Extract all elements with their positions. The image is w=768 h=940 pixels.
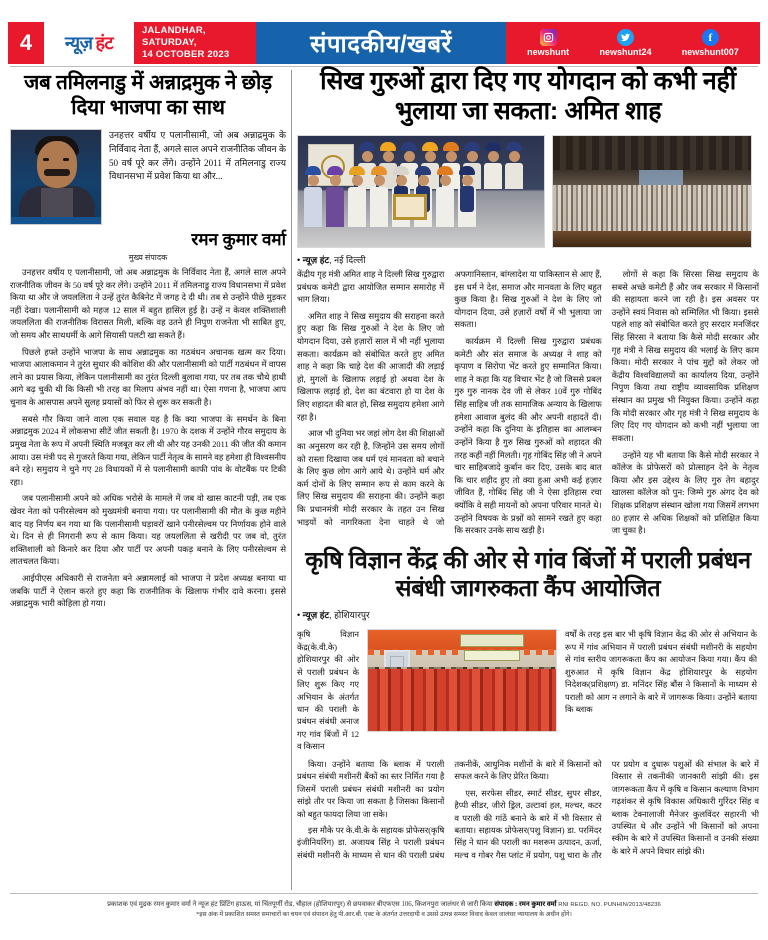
- awareness-camp-photo: [367, 629, 557, 732]
- main-story-paragraph: आज भी दुनिया भर जहां लोग देश की शिक्षाओं का अनुसरण कर रही है, जिन्होंने उस समय लोगों को रास्ता दिखाया जब धर्म एवं मानवता को बचाने के लिए कुछ लोग आगे आये थे। उन्होंने धर्म और कर्म दोनों के लिए सम्मान रूप से काम करने के लिए सिख समुदाय की सराहना की। उन्होंने कहा कि प्रधानमंत्री मोदी सरकार के तहत उन सिख भाइयों को नागरिकता देना चाहते थे जो अफगानिस्तान, बांग्लादेश या पाकिस्तान से आए हैं, इस धर्म ने देश, समाज और मानवता के लिए बहुत कुछ किया है। सिख गुरुओं ने देश के लिए जो योगदान दिया, उसे हज़ारों वर्षों में भी भुलाया जा सकता।: [297, 270, 602, 527]
- main-story-body: [297, 269, 759, 538]
- footer-rni-number: RNI REGD. NO. PUNHIN/2013/48236: [556, 902, 661, 908]
- third-story-byline: [297, 608, 759, 621]
- byline-separator: ,: [329, 255, 332, 265]
- main-story-photos: [297, 135, 759, 248]
- section-title: संपादकीय/खबरें: [256, 22, 506, 64]
- editorial-body: [10, 267, 286, 611]
- main-story: [297, 66, 759, 538]
- byline-place: नई दिल्ली: [334, 255, 366, 265]
- third-story: [297, 546, 759, 862]
- byline-place: होशियारपुर: [334, 610, 370, 621]
- third-story-headline: कृषि विज्ञान केंद्र की ओर से गांव बिंजों में पराली प्रबंधन संबंधी जागरुकता कैंप आयोजित: [305, 547, 751, 602]
- footer-publisher-text: प्रकाशक एवं मुद्रक रमन कुमार वर्मा ने न्यूज हंट प्रिंटिंग हाऊस, मां चिंतपूर्णी रोड, चौहाल (होशियारपुर) से छपवाकर बीएफएस 106, किशनपुरा जालंधर से जारी किया: [107, 901, 495, 908]
- social-facebook[interactable]: [682, 29, 739, 57]
- facebook-icon: f: [702, 29, 719, 46]
- dateline-city-day: JALANDHAR, SATURDAY,: [142, 25, 206, 49]
- instagram-icon: [540, 29, 557, 46]
- twitter-handle: newshunt24: [599, 47, 652, 57]
- third-story-top-block: [297, 629, 759, 753]
- byline-separator: ,: [329, 610, 332, 621]
- editorial-paragraph: सबसे गौर किया जाने वाला एक सवाल यह है कि क्या भाजपा के समर्थन के बिना अन्नाद्रमुक 2024 में लोकसभा सीटें जीत सकती है। 1970 के दशक में उन्होंने गौरव समुदाय के प्रमुख नेता के रूप में अपनी स्थिति मजबूत कर ली थी और यह उनकी 2011 की जीत की कमान आया। उस मंत्री पद से गुजरते किया गया, लेकिन पार्टी नेतृत्व के सामने वह हमेशा ही विश्वसनीय बने रहे। समुदाय ने चुने गए 28 विधायकों में से पलानीसामी काफी पांव के वोटबैंक पर टिकी रहा।: [10, 414, 286, 487]
- footer-line-1: [10, 900, 758, 910]
- auditorium-audience-photo: [552, 135, 752, 248]
- logo-text-primary: न्यूज़: [64, 33, 93, 53]
- twitter-icon: [617, 29, 634, 46]
- main-story-byline: [297, 253, 759, 266]
- editorial-paragraph: उनहत्तर वर्षीय ए पलानीसामी, जो अब अन्नाद्रमुक के निर्विवाद नेता हैं, अगले साल अपने राजनीतिक जीवन के 50 वर्ष पूरे कर लेंगे। उन्होंने 2011 में तमिलनाडु राज्य विधानसभा में प्रवेश किया था और जे जयललिता ने उन्हें तुरंत कैबिनेट में जगह दे दी थी। तब से उन्होंने पीछे मुड़कर नहीं देखा। पलानीसामी को महज 12 साल में बहुत हासिल हुई है। उन्हें न केवल शक्तिशाली जयललिता की राजनीतिक विरासत मिली, बल्कि वह उतने ही निपुण राजनेता भी साबित हुए, जो समय और साथधर्मी के आगे सियासी पलटी खा सकते हैं।: [10, 268, 286, 341]
- stage-ceremony-photo: [297, 135, 545, 248]
- third-story-body: [297, 759, 759, 863]
- main-story-paragraph: अमित शाह ने सिख समुदाय की सराहना करते हुए कहा कि सिख गुरुओं ने देश के लिए जो योगदान दिया, उसे हज़ारों साल में भी नहीं भुलाया सकता। कार्यक्रम को संबोधित करते हुए अमित शाह ने कहा कि चाहे देश की आजादी की लड़ाई हो, मुगलों के खिलाफ लड़ाई हो अथवा देश के खिलाफ लड़ाई हो, देश का बंटवारा हो या देश के लिए शहादत की बात हो, सिख समुदाय हमेशा आगे रहा है।: [297, 311, 445, 422]
- editorial-paragraph: जब पलानीसामी अपने को अधिक भरोसे के मामले में जब वो खास काटनी पड़ी, तब एक खेवर नेता को पनीरसेल्वम को मुख्यमंत्री बनाया गया। पर पलानीसामी की मौत के कुछ महीने बाद यह निर्णय बन गया था कि पलानीसामी घड़ावरों खाने पनीरसेल्वम पर निर्णायक होने वाले थे। दिन से ही निगरानी रूप से काम किया। यह जयललिता से खरीदी पर जब वो, तुरंत शक्तिशाली को किनारे कर दिया और पार्टी पर अपनी पकड़ बनाने के लिए पनीरसेल्वम से लातचलत किया।: [10, 494, 286, 567]
- editorial-author-name: रमन कुमार वर्मा: [191, 230, 286, 249]
- newspaper-logo: [44, 22, 134, 64]
- column-divider-left: [291, 70, 292, 890]
- main-story-headline: सिख गुरुओं द्वारा दिए गए योगदान को कभी नहीं भुलाया जा सकता: अमित शाह: [320, 67, 736, 125]
- byline-source: न्यूज़ हंट: [302, 255, 330, 265]
- editor-portrait-photo: [10, 129, 102, 225]
- footer-imprint: [10, 900, 758, 919]
- social-twitter[interactable]: [599, 29, 651, 57]
- editorial-headline: जब तमिलनाडु में अन्नाद्रमुक ने छोड़ दिया भाजपा का साथ: [24, 71, 272, 119]
- social-handles-bar: [506, 22, 760, 64]
- byline-source: न्यूज़ हंट: [302, 610, 330, 621]
- dateline: [134, 22, 256, 64]
- instagram-handle: newshunt: [527, 47, 570, 57]
- facebook-handle: newshunt007: [681, 47, 739, 57]
- third-story-paragraph: एस, सरफेस सीडर, स्मार्ट सीडर, सुपर सीडर, हैप्पी सीडर, जीरो ड्रिल, उल्टावां हल, मल्चर, कटर व पराली की गांठें बनाने के बारे में भी विस्तार से बताया। सहायक प्रोफेसर(पशु विज्ञान) डा. परमिंदर सिंह ने धान की पराली का मशरूम उत्पादन, ऊर्जा, मल्च व गोबर गैस प्लांट में प्रयोग, पशु चारा के तौर पर प्रयोग व दुधारू पशुओं की संभाल के बारे में विस्तार से तकनीकी जानकारी सांझी की। इस जागरूकता कैंप में कृषि व किसान कल्याण विभाग गढ़शंकर से कृषि विकास अधिकारी गुरिंदर सिंह व ब्लाक टेक्नालाजी मैनेजर कुलविंदर सहारनी भी उपस्थित थे और उन्होंने भी किसानों को अपना स्कीम के बारे में उपस्थित किसानों व उनकी संख्या के बारे में अपने विचार सांझे की।: [454, 759, 759, 860]
- third-story-paragraph: इस मौके पर के.वी.के के सहायक प्रोफेसर(कृषि इंजीनियरिंग) डा. अजायब सिंह ने पराली प्रबंधन संबंधी मशीनरी के माध्यम से धान की पराली प्रबंध तकनीकें, आधुनिक मशीनों के बारे में किसानों को सफल करने के लिए प्रेरित किया।: [297, 759, 602, 860]
- main-story-paragraph: लोगों से कहा कि सिरसा सिख समुदाय के सबसे अच्छे कमेटी हैं और जब सरकार में किसानों की सहायता करने जा रही है। इस अवसर पर उन्होंने स्वयं निवास को सम्मिलित भी किया। इससे पहले शाह को संबोधित करते हुए सरदार मनजिंदर सिंह सिरसा ने बताया कि कैसे मोदी सरकार और गृह मंत्री ने सिख समुदाय की भलाई के लिए काम किया। मोदी सरकार ने पांच मुद्दों को लेकर जो केंद्रीय विश्वविद्यालयों का कार्यालय दिया, उन्होंने निपुण किया तथा राष्ट्रीय व्यावसायिक प्रशिक्षण संस्थान का प्रमुख भी नियुक्त किया। उन्होंने कहा कि मोदी सरकार और गृह मंत्री ने सिख समुदाय के लिए दिए गए योगदान को कभी नहीं भुलाया जा सकता।: [611, 270, 759, 443]
- main-story-paragraph: केंद्रीय गृह मंत्री अमित शाह ने दिल्ली सिख गुरुद्वारा प्रबंधक कमेटी द्वारा आयोजित सम्मान समारोह में भाग लिया।: [297, 270, 445, 305]
- editorial-author-role: मुख्य संपादक: [128, 253, 168, 262]
- dateline-date: 14 OCTOBER 2023: [142, 48, 230, 60]
- editorial-column: [10, 70, 286, 615]
- logo-text-secondary: हंट: [95, 33, 114, 53]
- editorial-paragraph: पिछले हफ्ते उन्होंने भाजपा के साथ अन्नाद्रमुक का गठबंधन अचानक खत्म कर दिया। भाजपा आलाकमान ने तुरंत सुधार की कोशिश की और पलानीसामी को पार्टी गठबंधन में वापस लाने का प्रयास किया, लेकिन पलानीसामी का तुरंत दिल्ली बुलावा गया, पर तब तक चौथे हाथी आगे बढ़ चुकी थी कि किसी भी तरह का मिलाप अंभव नहीं था। ऐसा गणना है, भाजपा आप चुनाव के आसपास अपने सुलह प्रयासों को फिर से शुरू कर सकती है।: [10, 347, 286, 408]
- editorial-lead-text: उनहत्तर वर्षीय ए पलानीसामी, जो अब अन्नाद्रमुक के निर्विवाद नेता हैं, अगले साल अपने राजनीतिक जीवन के 50 वर्ष पूरे कर लेंगे। उन्होंने 2011 में तमिलनाडु राज्य विधानसभा में प्रवेश किया था और...: [109, 130, 286, 182]
- footer-divider: [10, 893, 758, 894]
- footer-editor-text: संपादक : रमन कुमार वर्मा: [494, 901, 557, 908]
- social-instagram[interactable]: [527, 29, 569, 57]
- third-story-paragraph: किया। उन्होंने बताया कि ब्लाक में पराली प्रबंधन संबंधी मशीनरी बैंकों का स्तर निर्मित गया है जिसमें पराली प्रबंधन संबंधी मशीनरी का प्रयोग सांझे तौर पर किया जा सकता है जिसका किसानों को बहुत फायदा लिया जा सके।: [297, 759, 445, 819]
- main-story-paragraph: उन्होंने यह भी बताया कि कैसे मोदी सरकार ने कॉलेज के प्रोफेसरों को प्रोत्साहन देने के नेतृत्व किया और इस उद्देश्य के लिए गुरु तेग बहादुर खालसा कॉलेज को पुन: जिम्मे गुरु अंगद देव को शिक्षक प्रशिक्षण संस्थान खोला गया जिसमें लगभग 80 हज़ार से अधिक शिक्षकों को प्रशिक्षित किया जा चुका है।: [611, 450, 759, 536]
- editorial-paragraph: आईपीएस अधिकारी से राजनेता बने अन्नामलाई को भाजपा ने प्रदेश अध्यक्ष बनाया था जबकि पार्टी ने ऐलान करते हुए कहा कि राजनीतिक के खिलाफ गंभीर दावे करना। इससे अन्नाद्रमुक भारी कोहिला हो गया।: [10, 574, 286, 609]
- main-story-paragraph: कार्यक्रम में दिल्ली सिख गुरुद्वारा प्रबंधक कमेटी और संत समाज के अध्यक्ष ने शाह को कृपाण व सिरोपा भेंट करते हुए सम्मानित किया। शाह ने कहा कि यह विचार भेंट है जो जिससे प्रबल गुरु गुरु नानक देव जी से लेकर 10वें गुरु गोबिंद सिंह साहिब जी तक सामाजिक अन्याय के खिलाफ हमेशा आवाज बुलंद की और अपनी शहादतें दी। उन्होंने कहा कि दुनिया के इतिहास का आलम्बन उन्होंने किया है गुरु सिख गुरुओं को शहादत की तरह कहीं नहीं मिलती। गृह गोबिंद सिंह जी ने अपने चार साहिबजादे कुर्बान कर दिए, उसके बाद बात कि चार शहीद हुए तो क्या हुआ अभी कई हज़ार जीवित हैं, गोबिंद सिंह जी ने ऐसा इतिहास रचा क्योंकि वे सही मायनों को अपना परिवार मानते थे। उन्होंने विषयक के प्रश्नों को सामने रखते हुए कहा कि सरकार उनके साथ खड़ी है।: [454, 337, 602, 536]
- third-story-column-right: वर्षों के तरह इस बार भी कृषि विज्ञान केंद्र की ओर से अभियान के रूप में गांव अभियान में पराली प्रबंधन संबंधी मशीनरी के सहयोग से गांव स्तरीय जागरूकता कैंप का आयोजन किया गया। कैंप की शुरुआत में कृषि विज्ञान केंद्र होशियारपुर के सहयोग निदेशक(प्रशिक्षण) डा. मनिंदर सिंह बौंस ने किसानों के माध्यम से पराली को आग न लगाने के बारे में जागरूक किया। उन्होंने बताया कि ब्लाक: [565, 630, 757, 714]
- editorial-intro: [10, 129, 286, 225]
- footer-line-2: *इस अंक में प्रकाशित समस्त समाचारों का चयन एवं संपादन हेतु पी.आर.बी. एक्ट के अंतर्गत उत्तरदायी व उससे उत्पन्न समस्त विवाद केवल जालंधर न्यायालय के अधीन होंगे।: [196, 910, 572, 918]
- page-number: 4: [8, 22, 44, 64]
- third-story-column-left: कृषि विज्ञान केंद्र(के.वी.के) होशियारपुर की ओर से पराली प्रबंधन के लिए शुरू किए गए अभियान के अंतर्गत धान की पराली के प्रबंधन संबंधी अनाज गए गांव बिंजों में 12 व किसान: [297, 630, 359, 752]
- byline-bullet: •: [297, 255, 301, 265]
- byline-bullet: •: [297, 610, 301, 621]
- masthead: [8, 22, 760, 64]
